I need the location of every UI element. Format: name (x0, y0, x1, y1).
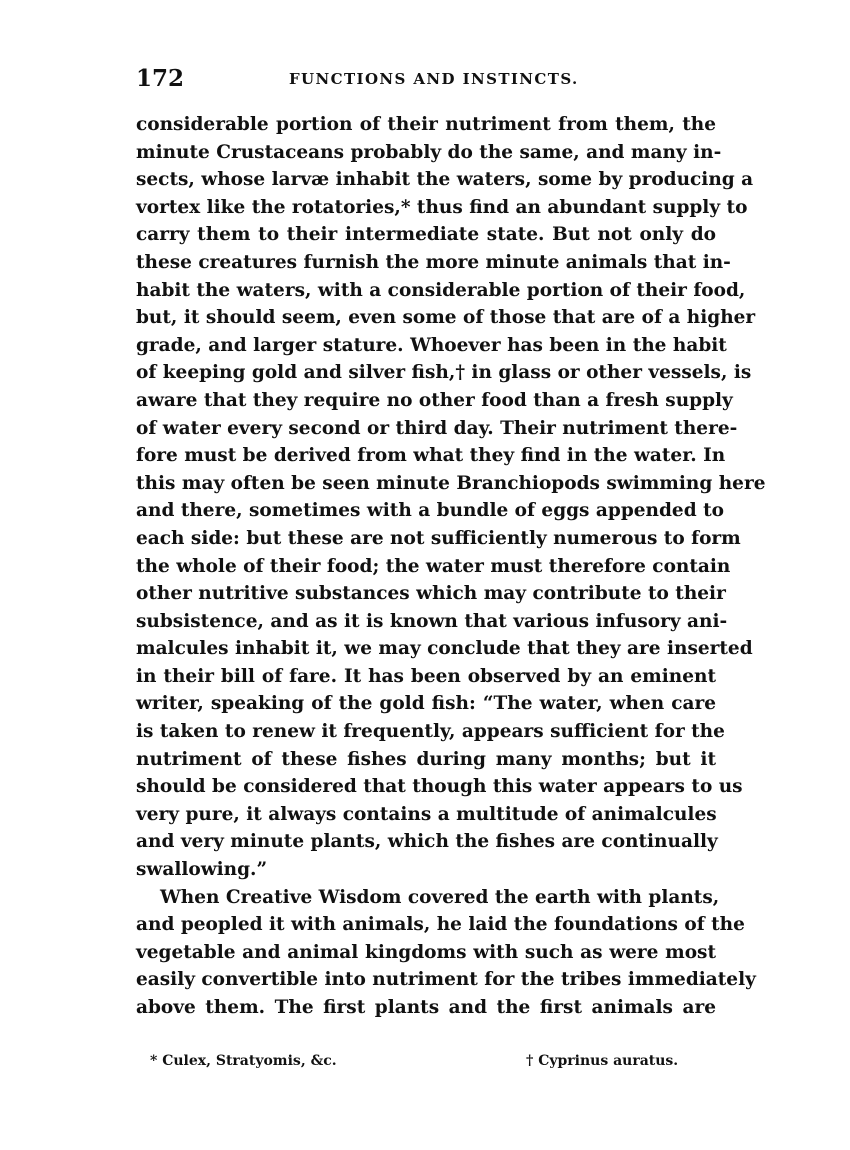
paragraph-start-line: When Creative Wisdom covered the earth with plants, (160, 886, 720, 908)
text-line: considerable portion of their nutriment from them, the (136, 114, 716, 135)
text-line: should be considered that though this water appears to us (136, 776, 743, 798)
footnote-cyprinus: † Cyprinus auratus. (526, 1053, 679, 1069)
text-line: habit the waters, with a considerable portion of their food, (136, 279, 746, 301)
text-line: this may often be seen minute Branchiopods swimming here (136, 472, 766, 494)
text-line: grade, and larger stature. Whoever has been in the habit (136, 334, 727, 356)
text-line: vegetable and animal kingdoms with such as were most (136, 941, 716, 963)
text-line: minute Crustaceans probably do the same, and many in- (136, 141, 722, 163)
footnotes (150, 1049, 710, 1073)
body-text (136, 111, 766, 1022)
text-line: nutriment of these fishes during many months; but it (136, 748, 716, 770)
text-line: very pure, it always contains a multitude of animalcules (136, 803, 717, 825)
text-line: fore must be derived from what they find in the water. In (136, 445, 726, 467)
text-line: aware that they require no other food than a fresh supply (136, 389, 733, 411)
text-line: swallowing.” (136, 859, 268, 881)
text-line: carry them to their intermediate state. But not only do (136, 224, 716, 246)
text-line: and peopled it with animals, he laid the foundations of the (136, 914, 745, 936)
text-line: writer, speaking of the gold fish: “The water, when care (136, 693, 716, 715)
text-line: and very minute plants, which the fishes are continually (136, 831, 718, 853)
footnote-culex: * Culex, Stratyomis, &c. (150, 1053, 337, 1069)
text-line: vortex like the rotatories,* thus find an abundant supply to (136, 196, 748, 218)
text-line: sects, whose larvæ inhabit the waters, some by producing a (136, 169, 754, 191)
text-line: and there, sometimes with a bundle of eggs appended to (136, 500, 724, 522)
text-line: each side: but these are not sufficiently numerous to form (136, 527, 741, 549)
text-line: in their bill of fare. It has been observed by an eminent (136, 665, 716, 687)
page-number: 172 (136, 65, 185, 92)
text-line: above them. The first plants and the first animals are (136, 997, 716, 1018)
text-line: subsistence, and as it is known that various infusory ani- (136, 610, 728, 632)
text-line: these creatures furnish the more minute animals that in- (136, 251, 731, 273)
running-head (136, 64, 716, 94)
running-title: FUNCTIONS AND INSTINCTS. (289, 70, 579, 88)
text-line: the whole of their food; the water must therefore contain (136, 555, 731, 577)
text-line: but, it should seem, even some of those that are of a higher (136, 307, 756, 329)
text-line: other nutritive substances which may contribute to their (136, 583, 726, 605)
text-line: malcules inhabit it, we may conclude that they are inserted (136, 638, 753, 660)
text-line: of water every second or third day. Their nutriment there- (136, 417, 738, 439)
text-line: of keeping gold and silver fish,† in glass or other vessels, is (136, 362, 752, 384)
text-line: is taken to renew it frequently, appears sufficient for the (136, 721, 725, 743)
text-line: easily convertible into nutriment for the tribes immediately (136, 969, 756, 991)
